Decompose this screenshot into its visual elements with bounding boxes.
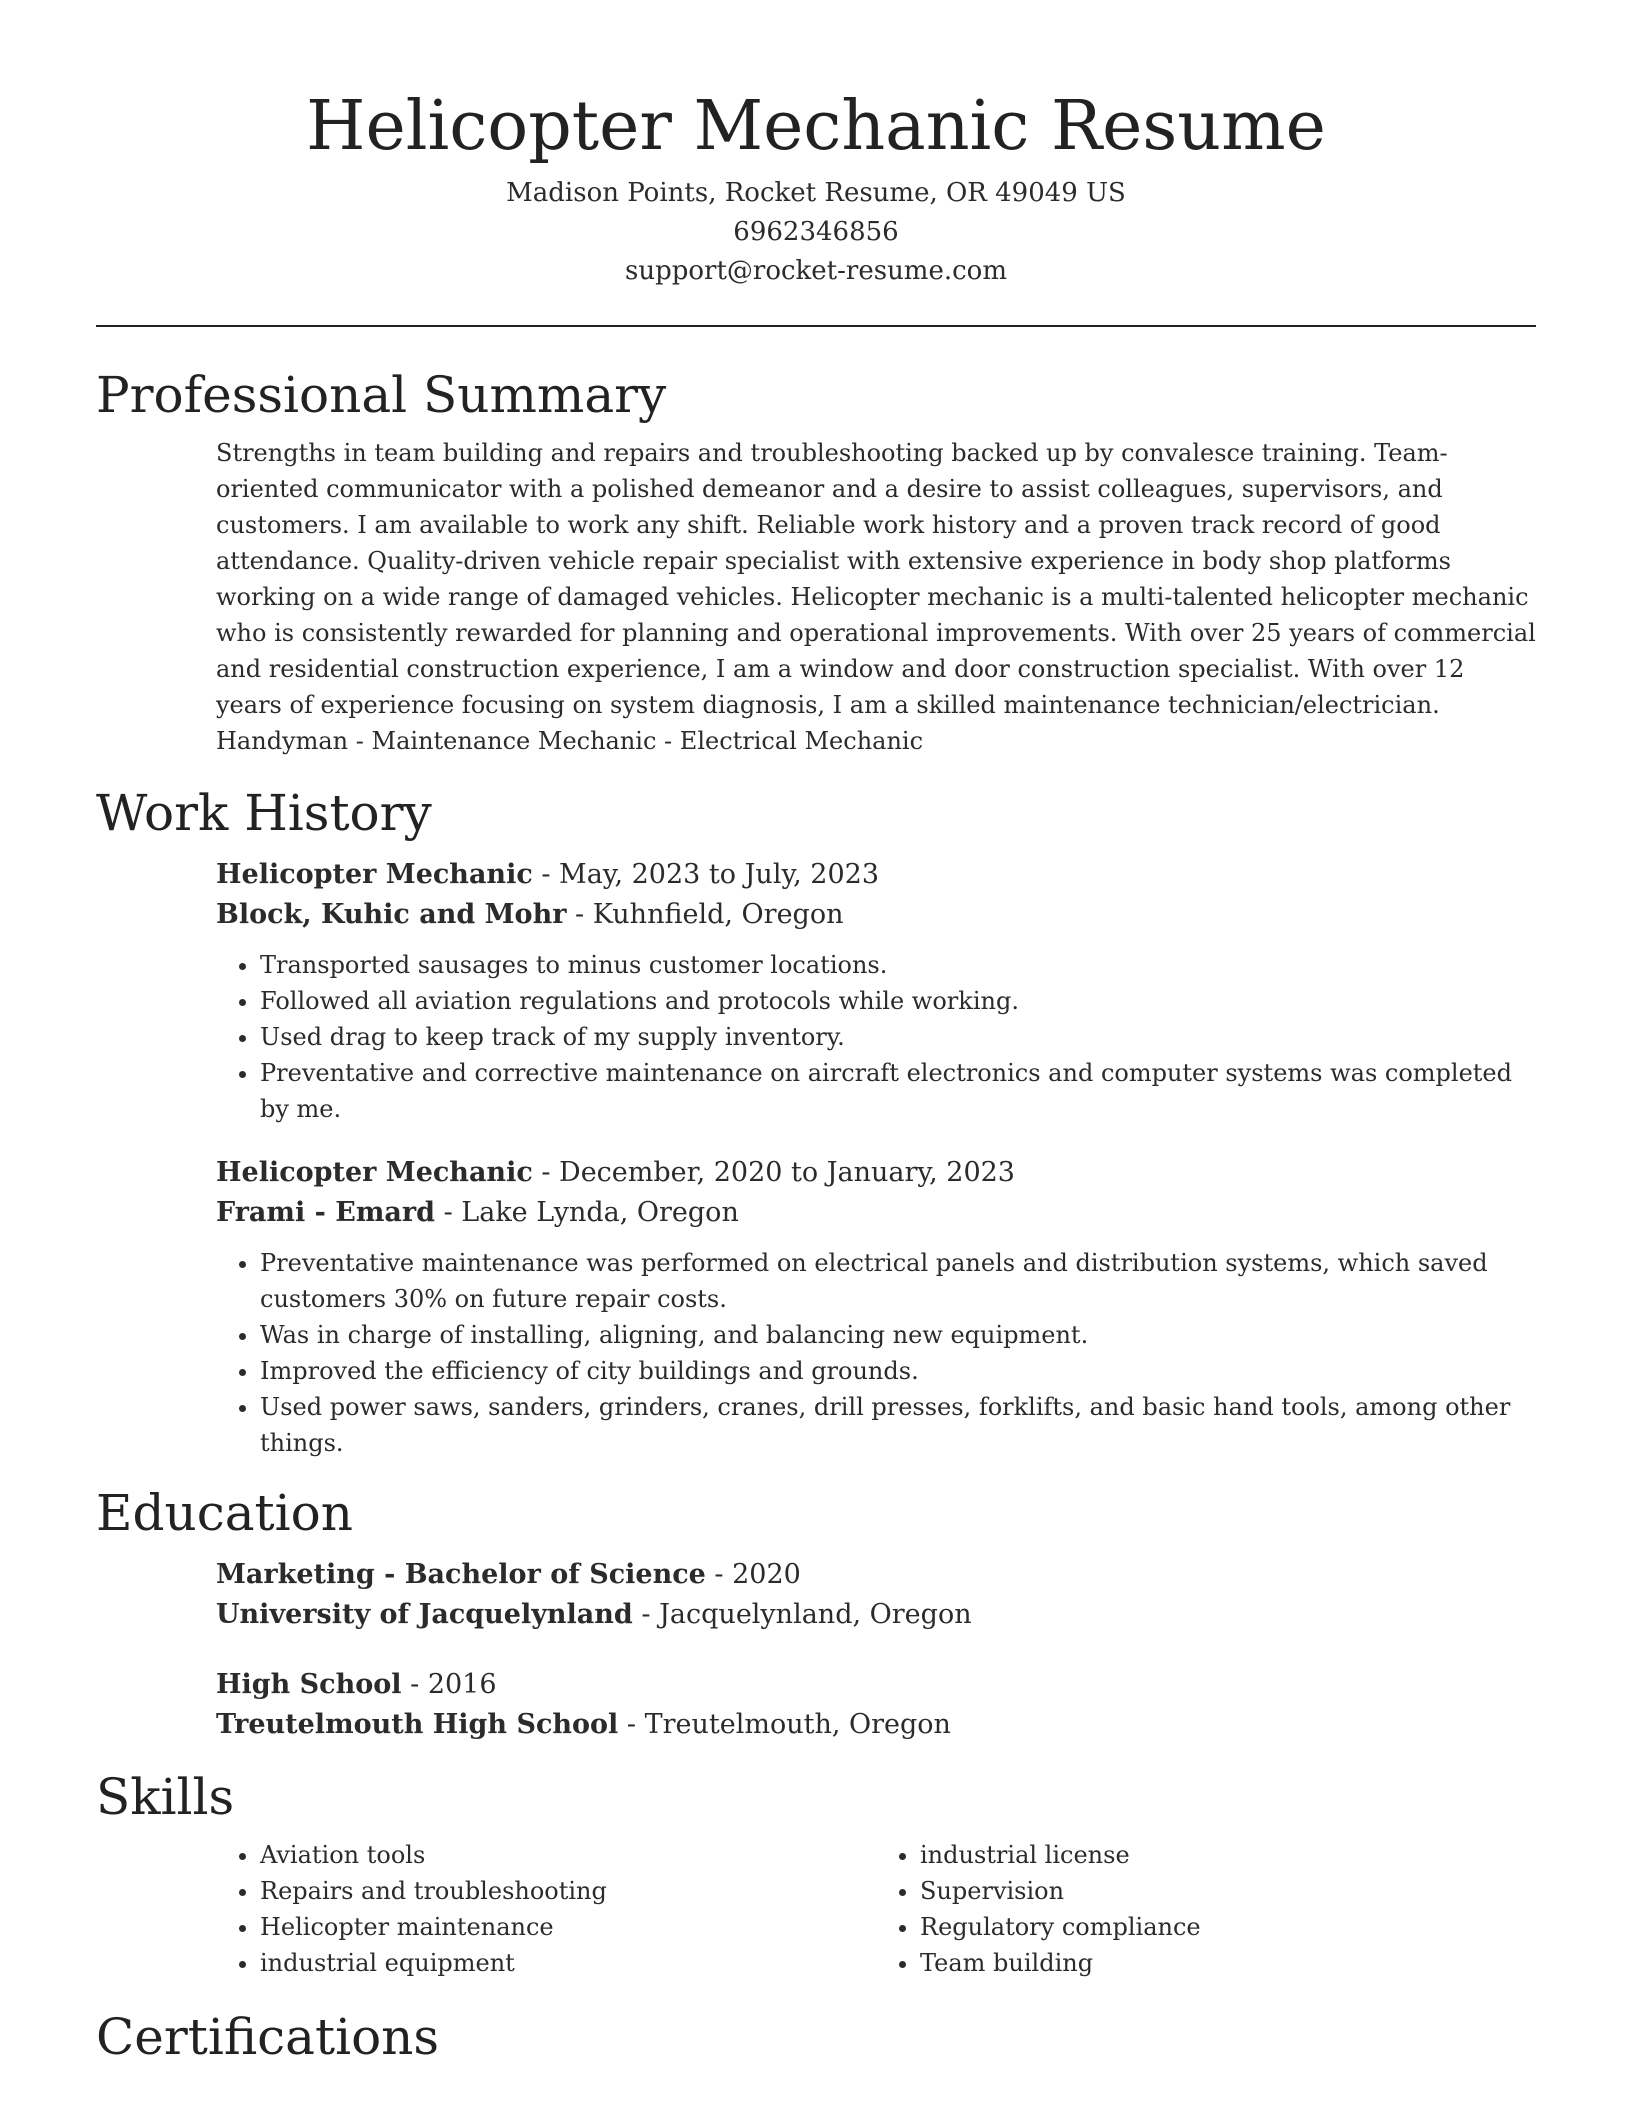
contact-email: support@rocket-resume.com	[624, 256, 1007, 286]
job-dates: - December, 2020 to January, 2023	[532, 1157, 1015, 1188]
education-location: - Jacquelynland, Oregon	[632, 1599, 972, 1630]
education-year: - 2020	[705, 1559, 801, 1590]
list-item: • Supervision	[920, 1873, 1536, 1909]
contact-info	[96, 174, 1536, 291]
education-degree-line	[216, 1555, 1536, 1595]
job-title-line	[216, 1153, 1536, 1193]
education-school: Treutelmouth High School	[216, 1709, 619, 1740]
education-degree: High School	[216, 1669, 402, 1700]
job-role: Helicopter Mechanic	[216, 1157, 533, 1188]
list-item: • Preventative maintenance was performed on electrical panels and distribution systems, which saved customers 30% on future repair costs.	[260, 1245, 1536, 1317]
list-item: • industrial equipment	[260, 1945, 876, 1981]
list-item: • Preventative and corrective maintenance on aircraft electronics and computer systems was completed by me.	[260, 1055, 1536, 1127]
job-company-line	[216, 895, 1536, 935]
list-item: • Improved the efficiency of city buildings and grounds.	[260, 1353, 1536, 1389]
certifications-heading: Certifications	[96, 2008, 440, 2066]
education-school-line	[216, 1705, 1536, 1745]
list-item: • Was in charge of installing, aligning, and balancing new equipment.	[260, 1317, 1536, 1353]
job-role: Helicopter Mechanic	[216, 859, 533, 890]
education-heading: Education	[96, 1484, 353, 1542]
contact-address: Madison Points, Rocket Resume, OR 49049 US	[506, 178, 1126, 208]
list-item: • industrial license	[920, 1837, 1536, 1873]
skills-columns	[216, 1837, 1536, 1981]
education-degree: Marketing - Bachelor of Science	[216, 1559, 706, 1590]
job-dates: - May, 2023 to July, 2023	[532, 859, 880, 890]
summary-heading: Professional Summary	[96, 366, 667, 424]
resume-title: Helicopter Mechanic Resume	[306, 87, 1326, 166]
job-location: - Kuhnfield, Oregon	[566, 899, 844, 930]
list-item: • Team building	[920, 1945, 1536, 1981]
list-item: • Followed all aviation regulations and protocols while working.	[260, 983, 1536, 1019]
work-history-section	[96, 783, 1536, 1461]
list-item: • Transported sausages to minus customer locations.	[260, 947, 1536, 983]
job-bullets	[216, 947, 1536, 1127]
education-school: University of Jacquelynland	[216, 1599, 633, 1630]
resume-header	[96, 0, 1536, 291]
list-item: • Helicopter maintenance	[260, 1909, 876, 1945]
job-bullets	[216, 1245, 1536, 1461]
header-divider	[96, 325, 1536, 327]
skills-list-left	[216, 1837, 876, 1981]
education-section	[96, 1483, 1536, 1745]
list-item: • Used power saws, sanders, grinders, cranes, drill presses, forklifts, and basic hand tools, among other things.	[260, 1389, 1536, 1461]
job-company-line	[216, 1193, 1536, 1233]
contact-phone: 6962346856	[733, 217, 899, 247]
education-entry	[216, 1555, 1536, 1635]
job-entry	[216, 1153, 1536, 1461]
education-school-line	[216, 1595, 1536, 1635]
job-location: - Lake Lynda, Oregon	[435, 1197, 739, 1228]
list-item: • Aviation tools	[260, 1837, 876, 1873]
skills-list-right	[876, 1837, 1536, 1981]
resume-page	[96, 0, 1536, 2067]
job-title-line	[216, 855, 1536, 895]
certifications-section	[96, 2007, 1536, 2067]
skills-section	[96, 1767, 1536, 1981]
list-item: • Regulatory compliance	[920, 1909, 1536, 1945]
summary-section	[96, 365, 1536, 759]
education-year: - 2016	[401, 1669, 497, 1700]
job-entry	[216, 855, 1536, 1127]
list-item: • Used drag to keep track of my supply inventory.	[260, 1019, 1536, 1055]
list-item: • Repairs and troubleshooting	[260, 1873, 876, 1909]
job-company: Block, Kuhic and Mohr	[216, 899, 567, 930]
work-history-heading: Work History	[96, 784, 432, 842]
education-location: - Treutelmouth, Oregon	[618, 1709, 951, 1740]
skills-heading: Skills	[96, 1768, 235, 1826]
education-degree-line	[216, 1665, 1536, 1705]
job-company: Frami - Emard	[216, 1197, 435, 1228]
summary-text: Strengths in team building and repairs and troubleshooting backed up by convalesce training. Team-oriented communicator with a polished demeanor and a desire to assist colleagues, supervisors, and customers. I am available to work any shift. Reliable work history and a proven track record of good attendance. Quality-driven vehicle repair specialist with extensive experience in body shop platforms working on a wide range of damaged vehicles. Helicopter mechanic is a multi-talented helicopter mechanic who is consistently rewarded for planning and operational improvements. With over 25 years of commercial and residential construction experience, I am a window and door construction specialist. With over 12 years of experience focusing on system diagnosis, I am a skilled maintenance technician/electrician. Handyman - Maintenance Mechanic - Electrical Mechanic	[216, 439, 1536, 755]
education-entry	[216, 1665, 1536, 1745]
